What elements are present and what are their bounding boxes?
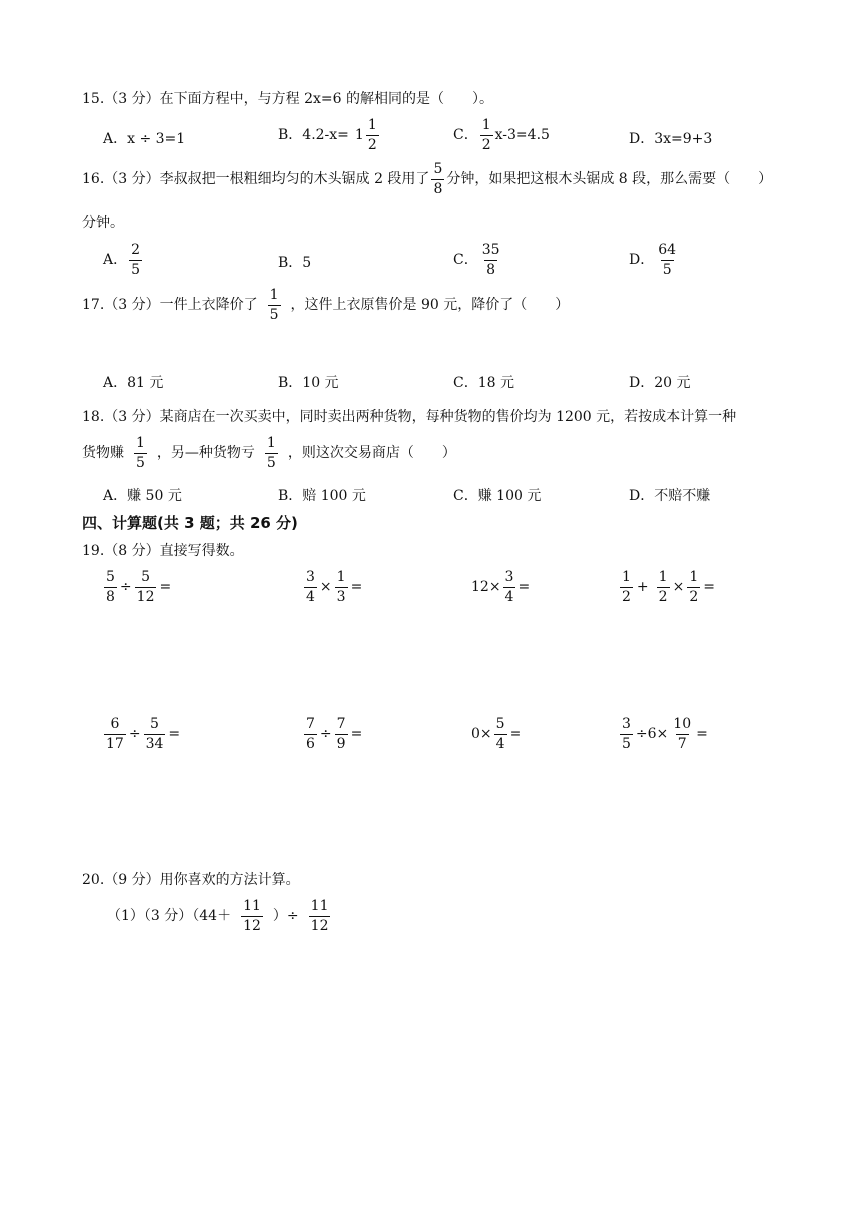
numerator: 1 xyxy=(336,569,346,585)
q15-b-mixed-number xyxy=(349,118,381,152)
q16-a-label: A． xyxy=(103,252,128,269)
q15-c-den: 2 xyxy=(481,136,491,153)
fraction xyxy=(687,570,700,604)
fraction xyxy=(671,717,693,751)
fraction xyxy=(241,899,263,933)
q17-option-d[interactable]: D．20 元 xyxy=(629,375,691,391)
numerator: 1 xyxy=(658,569,668,585)
section-heading: 四、计算题(共 3 题；共 26 分) xyxy=(82,514,298,532)
q18-line2-c: ，则这次交易商店（ ） xyxy=(287,445,456,462)
equals-sign: = xyxy=(518,579,531,596)
q18-option-c[interactable]: C．赚 100 元 xyxy=(453,488,542,504)
q18-fraction-1 xyxy=(134,436,147,470)
q16-d-num: 64 xyxy=(658,242,677,258)
q18-f1-num: 1 xyxy=(136,435,145,451)
denominator: 8 xyxy=(106,588,115,605)
q18-line2-a: 货物赚 xyxy=(82,445,124,462)
q19-expr-2 xyxy=(302,570,363,604)
numerator: 10 xyxy=(673,716,692,732)
numerator: 1 xyxy=(622,569,631,585)
q20-sub1-mid: ）÷ xyxy=(272,908,299,925)
q19-expr-8 xyxy=(618,717,709,751)
fraction xyxy=(135,570,157,604)
q18-fraction-2 xyxy=(265,436,278,470)
q15-b-prefix: B．4.2-x= xyxy=(278,127,349,144)
q19-expr-7 xyxy=(471,717,522,751)
q17-stem-post: ，这件上衣原售价是 90 元，降价了（ ） xyxy=(290,297,570,314)
fraction xyxy=(335,717,348,751)
q16-den: 8 xyxy=(433,180,443,197)
operator: × xyxy=(672,579,685,596)
q15-option-a[interactable]: A．x ÷ 3=1 xyxy=(103,131,186,147)
q18-option-b[interactable]: B．赔 100 元 xyxy=(278,488,366,504)
operand-prefix: 0× xyxy=(471,726,492,743)
operator: ÷6× xyxy=(635,726,669,743)
numerator: 11 xyxy=(243,898,261,914)
q17-stem-pre: 17.（3 分）一件上衣降价了 xyxy=(82,297,258,314)
q16-option-b[interactable]: B．5 xyxy=(278,255,312,271)
fraction xyxy=(620,570,633,604)
q17-option-c[interactable]: C．18 元 xyxy=(453,375,514,391)
numerator: 5 xyxy=(106,569,115,585)
q15-option-c[interactable] xyxy=(453,118,550,152)
q17-option-a[interactable]: A．81 元 xyxy=(103,375,164,391)
q15-b-den: 2 xyxy=(367,136,377,153)
q18-stem-line2 xyxy=(82,436,456,470)
q20-stem: 20.（9 分）用你喜欢的方法计算。 xyxy=(82,872,300,888)
operator: ÷ xyxy=(319,726,332,743)
q16-option-a[interactable] xyxy=(103,243,144,277)
q16-stem-pre: 16.（3 分）李叔叔把一根粗细均匀的木头锯成 2 段用了 xyxy=(82,171,430,188)
numerator: 7 xyxy=(306,716,315,732)
equals-sign: = xyxy=(703,579,715,596)
q19-expr-5 xyxy=(102,717,181,751)
fraction xyxy=(104,570,117,604)
q16-c-num: 35 xyxy=(481,242,500,258)
denominator: 2 xyxy=(658,588,668,605)
fraction xyxy=(304,570,317,604)
fraction xyxy=(104,717,126,751)
q16-a-fraction xyxy=(129,243,142,277)
denominator: 4 xyxy=(306,588,315,605)
denominator: 4 xyxy=(495,735,505,752)
operator: ÷ xyxy=(128,726,141,743)
q16-c-den: 8 xyxy=(486,261,496,278)
q16-num: 5 xyxy=(433,161,443,177)
q15-c-suffix: x-3=4.5 xyxy=(494,127,550,144)
q16-c-fraction xyxy=(480,243,502,277)
fraction xyxy=(309,899,331,933)
q18-f1-den: 5 xyxy=(136,454,145,471)
q19-expr-6 xyxy=(302,717,363,751)
q15-stem: 15.（3 分）在下面方程中，与方程 2x=6 的解相同的是（ ）。 xyxy=(82,91,493,107)
numerator: 3 xyxy=(504,569,514,585)
fraction xyxy=(657,570,670,604)
denominator: 4 xyxy=(504,588,514,605)
q16-stem-continued: 分钟。 xyxy=(82,215,124,231)
operator: ÷ xyxy=(119,579,132,596)
denominator: 5 xyxy=(622,735,631,752)
denominator: 34 xyxy=(145,735,164,752)
q16-c-label: C． xyxy=(453,252,478,269)
denominator: 12 xyxy=(136,588,155,605)
q16-stem xyxy=(82,162,772,196)
q16-option-c[interactable] xyxy=(453,243,504,277)
numerator: 3 xyxy=(306,569,315,585)
q15-b-whole: 1 xyxy=(354,127,364,144)
q16-d-label: D． xyxy=(629,252,655,269)
numerator: 5 xyxy=(495,716,505,732)
q16-a-num: 2 xyxy=(131,242,141,258)
q19-expr-1 xyxy=(102,570,172,604)
fraction xyxy=(335,570,348,604)
q17-stem xyxy=(82,288,569,322)
denominator: 7 xyxy=(677,735,687,752)
q16-d-fraction xyxy=(656,243,678,277)
q16-option-d[interactable] xyxy=(629,243,680,277)
equals-sign: = xyxy=(350,726,363,743)
q15-b-num: 1 xyxy=(367,117,377,133)
q19-stem: 19.（8 分）直接写得数。 xyxy=(82,543,244,559)
q16-d-den: 5 xyxy=(662,261,672,278)
q19-expr-4 xyxy=(618,570,716,604)
operator: × xyxy=(319,579,332,596)
fraction xyxy=(494,717,507,751)
fraction xyxy=(503,570,516,604)
numerator: 11 xyxy=(310,898,329,914)
fraction xyxy=(144,717,166,751)
q19-expr-3 xyxy=(471,570,531,604)
numerator: 5 xyxy=(141,569,151,585)
equals-sign: = xyxy=(509,726,522,743)
numerator: 5 xyxy=(150,716,159,732)
numerator: 1 xyxy=(689,569,699,585)
denominator: 9 xyxy=(336,735,346,752)
fraction xyxy=(304,717,317,751)
denominator: 12 xyxy=(243,917,261,934)
denominator: 12 xyxy=(310,917,329,934)
q18-stem-line1: 18.（3 分）某商店在一次买卖中，同时卖出两种货物，每种货物的售价均为 1200 元，若按成本计算一种 xyxy=(82,409,737,425)
equals-sign: = xyxy=(159,579,172,596)
numerator: 3 xyxy=(622,716,631,732)
q17-den: 5 xyxy=(269,306,279,323)
q16-fraction xyxy=(431,162,444,196)
q17-option-b[interactable]: B．10 元 xyxy=(278,375,339,391)
q16-a-den: 5 xyxy=(131,261,141,278)
fraction xyxy=(620,717,633,751)
q17-num: 1 xyxy=(269,287,279,303)
denominator: 3 xyxy=(336,588,346,605)
q15-c-fraction xyxy=(480,118,493,152)
q15-option-b[interactable] xyxy=(278,118,381,152)
equals-sign: = xyxy=(696,726,708,743)
denominator: 17 xyxy=(106,735,124,752)
q15-option-d[interactable]: D．3x=9+3 xyxy=(629,131,713,147)
q20-sub1 xyxy=(107,899,340,933)
q17-fraction xyxy=(268,288,281,322)
q15-c-label: C． xyxy=(453,127,478,144)
operand-prefix: 12× xyxy=(471,579,501,596)
q18-f2-num: 1 xyxy=(266,435,276,451)
equals-sign: = xyxy=(350,579,363,596)
numerator: 6 xyxy=(110,716,120,732)
q18-option-d[interactable]: D．不赔不赚 xyxy=(629,488,711,504)
q18-option-a[interactable]: A．赚 50 元 xyxy=(103,488,182,504)
q15-b-fraction xyxy=(366,118,379,152)
denominator: 6 xyxy=(306,735,315,752)
denominator: 2 xyxy=(622,588,631,605)
denominator: 2 xyxy=(689,588,699,605)
q15-c-num: 1 xyxy=(481,117,491,133)
equals-sign: = xyxy=(168,726,181,743)
numerator: 7 xyxy=(336,716,346,732)
q18-f2-den: 5 xyxy=(266,454,276,471)
q18-line2-b: ，另—种货物亏 xyxy=(156,445,255,462)
operator: + xyxy=(636,579,649,596)
q16-stem-post: 分钟，如果把这根木头锯成 8 段，那么需要（ ） xyxy=(446,171,773,188)
q20-sub1-prefix: （1）（3 分）（44＋ xyxy=(107,908,232,925)
